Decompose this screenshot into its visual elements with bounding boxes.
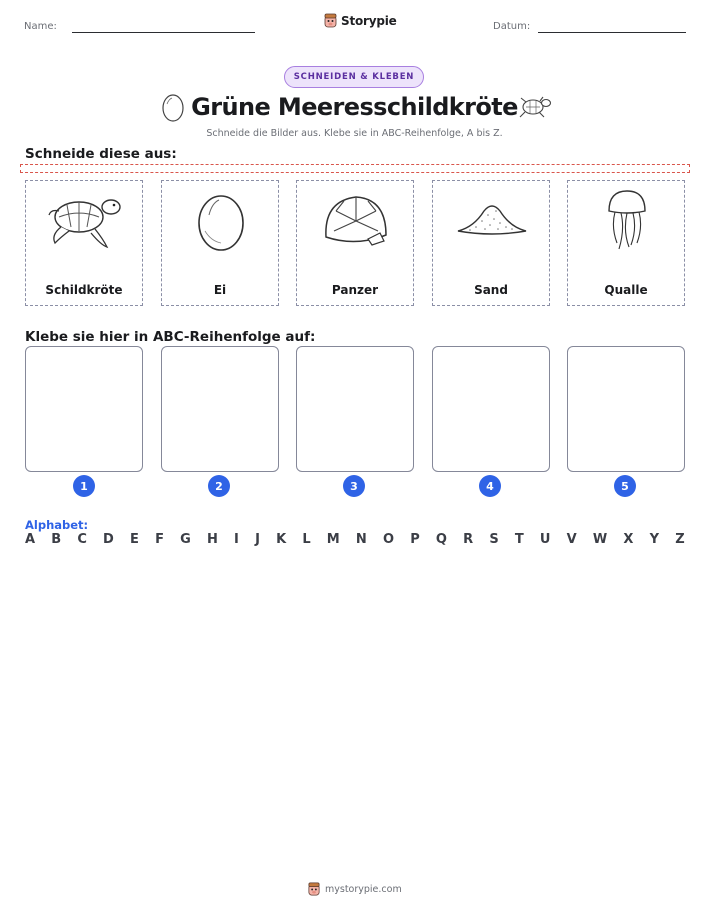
- alphabet-letter: T: [514, 532, 524, 547]
- alphabet-letter: P: [410, 532, 420, 547]
- alphabet-letter: K: [276, 532, 287, 547]
- pig-mascot-icon: [307, 882, 321, 896]
- alphabet-letter: M: [326, 532, 340, 547]
- paste-slot-4[interactable]: [432, 346, 550, 472]
- paste-slot-2[interactable]: [161, 346, 279, 472]
- card-label: Panzer: [331, 283, 379, 297]
- alphabet-letter: J: [255, 532, 260, 547]
- cut-line: [20, 164, 690, 173]
- date-label: Datum:: [493, 21, 531, 32]
- alphabet-letter: Q: [435, 532, 447, 547]
- footer: [307, 882, 402, 896]
- cut-card-turtle[interactable]: [25, 180, 143, 306]
- paste-slot-5[interactable]: [567, 346, 685, 472]
- footer-url[interactable]: mystorypie.com: [325, 883, 402, 895]
- card-label: Qualle: [604, 283, 648, 297]
- egg-icon: [181, 187, 261, 251]
- alphabet-letter: N: [355, 532, 367, 547]
- slot-number-4: 4: [479, 475, 501, 497]
- paste-slot-3[interactable]: [296, 346, 414, 472]
- cut-card-egg[interactable]: [161, 180, 279, 306]
- alphabet-letter: X: [623, 532, 634, 547]
- alphabet-letter: L: [302, 532, 311, 547]
- alphabet-letter: U: [539, 532, 551, 547]
- brand-logo: [323, 13, 397, 28]
- paste-slot-1[interactable]: [25, 346, 143, 472]
- alphabet-letter: R: [463, 532, 474, 547]
- cut-card-jellyfish[interactable]: [567, 180, 685, 306]
- alphabet-letter: W: [592, 532, 608, 547]
- sand-pile-icon: [452, 187, 532, 251]
- card-label: Schildkröte: [45, 283, 123, 297]
- alphabet-letter: Y: [649, 532, 660, 547]
- turtle-icon: [45, 187, 125, 251]
- alphabet-letter: V: [566, 532, 577, 547]
- pig-mascot-icon: [323, 13, 338, 28]
- alphabet-letter: S: [489, 532, 499, 547]
- alphabet-letter: H: [206, 532, 218, 547]
- date-line[interactable]: [538, 32, 686, 33]
- brand-name: Storypie: [341, 13, 397, 28]
- cut-heading: Schneide diese aus:: [25, 146, 177, 162]
- alphabet-letter: O: [382, 532, 395, 547]
- alphabet-row: [25, 532, 685, 547]
- turtle-icon: [517, 93, 553, 119]
- alphabet-letter: D: [103, 532, 114, 547]
- name-label: Name:: [24, 21, 57, 32]
- cut-card-shell[interactable]: [296, 180, 414, 306]
- alphabet-letter: C: [77, 532, 87, 547]
- alphabet-letter: Z: [675, 532, 685, 547]
- shell-icon: [316, 187, 396, 251]
- slot-number-3: 3: [343, 475, 365, 497]
- alphabet-letter: E: [130, 532, 139, 547]
- card-label: Ei: [213, 283, 227, 297]
- slot-number-2: 2: [208, 475, 230, 497]
- cut-card-sand[interactable]: [432, 180, 550, 306]
- alphabet-letter: F: [155, 532, 164, 547]
- alphabet-heading: Alphabet:: [25, 518, 89, 532]
- page-title: Grüne Meeresschildkröte: [191, 93, 518, 121]
- alphabet-letter: B: [51, 532, 62, 547]
- name-line[interactable]: [72, 32, 255, 33]
- alphabet-letter: A: [25, 532, 36, 547]
- activity-badge: SCHNEIDEN & KLEBEN: [284, 66, 424, 88]
- jellyfish-icon: [587, 187, 667, 251]
- paste-heading: Klebe sie hier in ABC-Reihenfolge auf:: [25, 329, 316, 345]
- alphabet-letter: I: [234, 532, 239, 547]
- slot-number-1: 1: [73, 475, 95, 497]
- alphabet-letter: G: [180, 532, 191, 547]
- slot-number-5: 5: [614, 475, 636, 497]
- card-label: Sand: [474, 283, 508, 297]
- instructions: Schneide die Bilder aus. Klebe sie in ABC-Reihenfolge, A bis Z.: [206, 128, 503, 139]
